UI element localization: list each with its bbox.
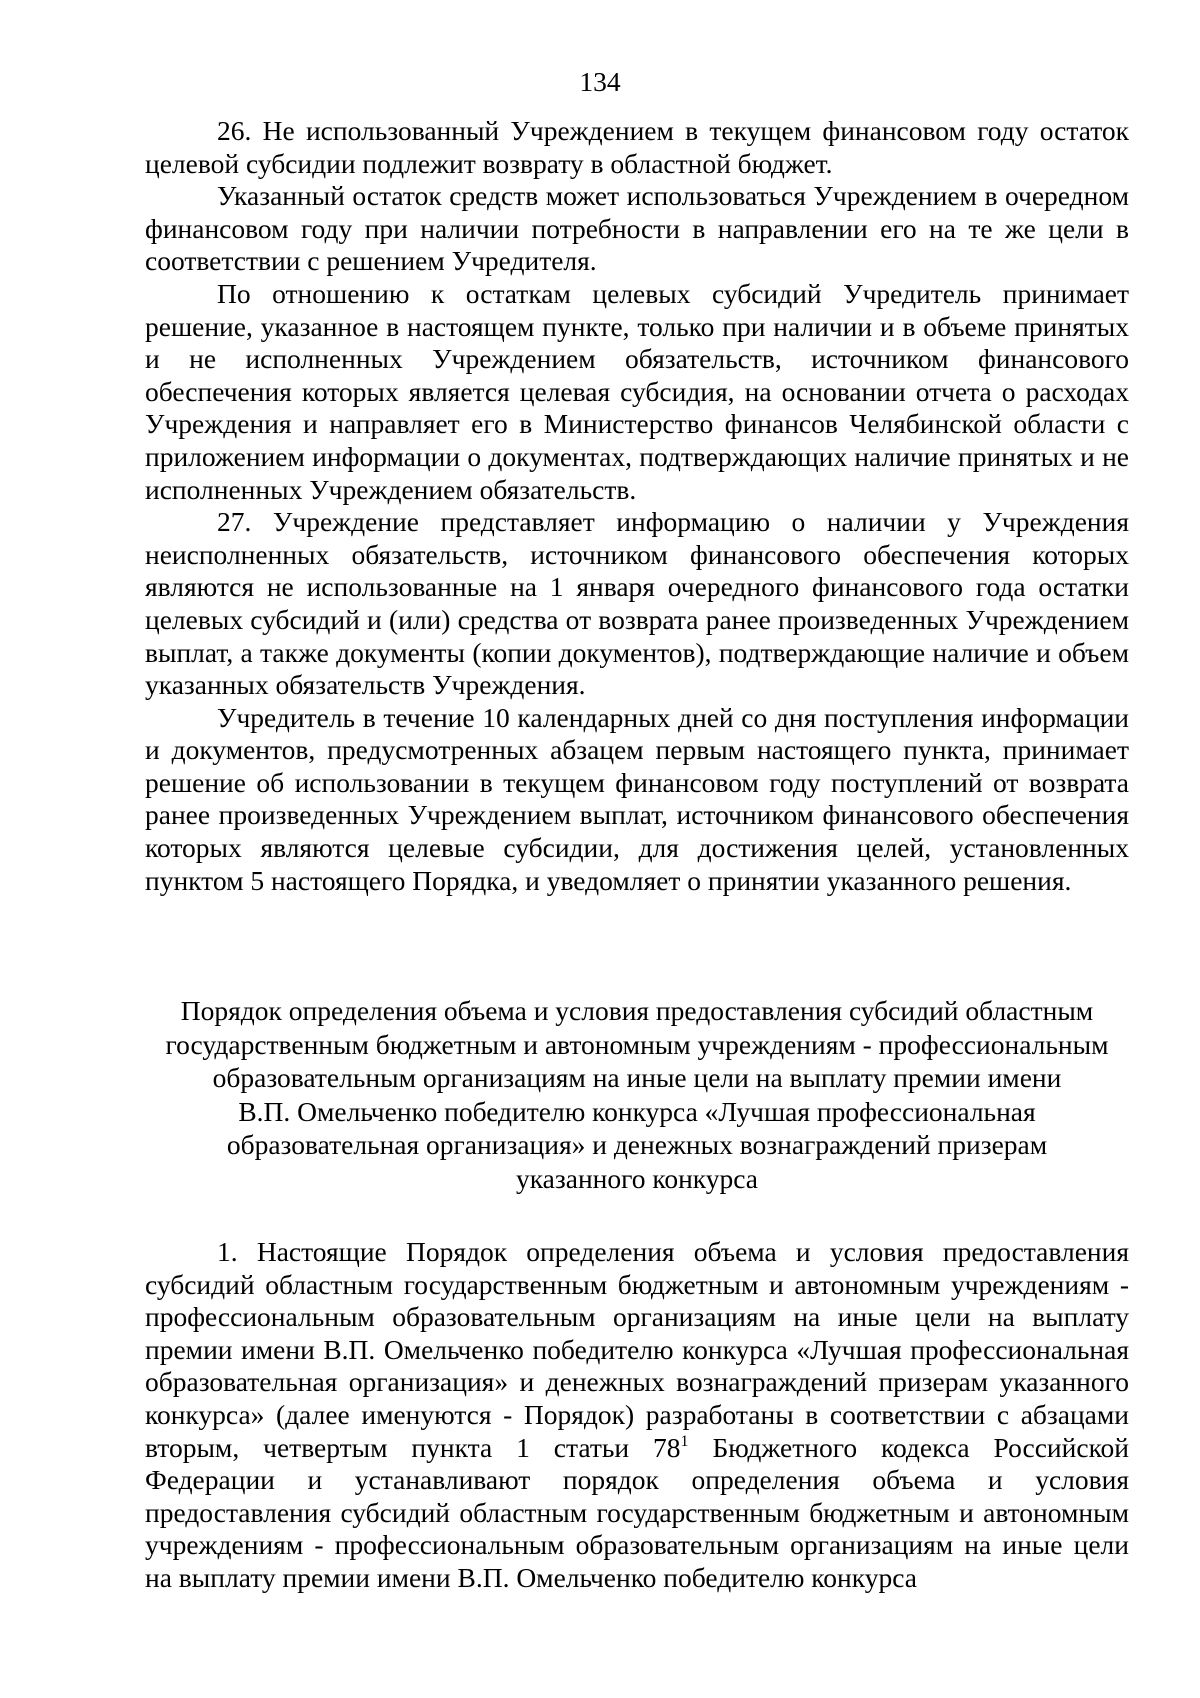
page-number: 134 <box>579 66 621 97</box>
superscript-number: 1 <box>680 1432 689 1450</box>
heading-line: Порядок определения объема и условия предоставления субсидий областным <box>180 995 1094 1026</box>
heading-line: В.П. Омельченко победителю конкурса «Лучшая профессиональная <box>238 1095 1036 1127</box>
paragraph-26: 26. Не использованный Учреждением в текущем финансовом году остаток целевой субсидии подлежит возврату в областной бюджет. <box>145 115 1129 179</box>
heading-line: государственным бюджетным и автономным учреждениям - профессиональным <box>165 1028 1109 1060</box>
heading-line: образовательная организация» и денежных вознаграждений призерам <box>226 1129 1048 1160</box>
paragraph-26-remainder-use: Указанный остаток средств может использоваться Учреждением в очередном финансовом году при наличии потребности в направлении его на те же цели в соответствии с решением Учредителя. <box>145 180 1129 277</box>
paragraph-1 <box>145 1236 1129 1595</box>
section-heading <box>145 994 1129 1195</box>
paragraph-27: 27. Учреждение представляет информацию о наличии у Учреждения неисполненных обязательств, источником финансового обеспечения которых являются не использованные на 1 января очередного финансового года остатки целевых субсидий и (или) средства от возврата ранее произведенных Учреждением выплат, а также документы (копии документов), подтверждающие наличие и объем указанных обязательств Учреждения. <box>145 506 1129 701</box>
heading-line: образовательным организациям на иные цели на выплату премии имени <box>212 1062 1062 1093</box>
paragraph-26-founder-decision: По отношению к остаткам целевых субсидий Учредитель принимает решение, указанное в настоящем пункте, только при наличии и в объеме принятых и не исполненных Учреждением обязательств, источником финансового обеспечения которых является целевая субсидия, на основании отчета о расходах Учреждения и направляет его в Министерство финансов Челябинской области с приложением информации о документах, подтверждающих наличие принятых и не исполненных Учреждением обязательств. <box>145 277 1129 505</box>
document-body-bottom <box>145 1236 1129 1595</box>
paragraph-27-founder-term: Учредитель в течение 10 календарных дней со дня поступления информации и документов, предусмотренных абзацем первым настоящего пункта, принимает решение об использовании в текущем финансовом году поступлений от возврата ранее произведенных Учреждением выплат, источником финансового обеспечения которых являются целевые субсидии, для достижения целей, установленных пунктом 5 настоящего Порядка, и уведомляет о принятии указанного решения. <box>145 701 1129 896</box>
paragraph-1-text-continued: Бюджетного кодекса Российской Федерации и устанавливают порядок определения объема и условия предоставления субсидий областным государственным бюджетным и автономным учреждениям - профессиональным образовательным организациям на иные цели на выплату премии имени В.П. Омельченко победителю конкурса <box>145 1431 1130 1593</box>
paragraph-1-text: 1. Настоящие Порядок определения объема и условия предоставления субсидий областным государственным бюджетным и автономным учреждениям - профессиональным образовательным организациям на иные цели на выплату премии имени В.П. Омельченко победителю конкурса «Лучшая профессиональная образовательная организация» и денежных вознаграждений призерам указанного конкурса» (далее именуются - Порядок) разработаны в соответствии с абзацами вторым, четвертым пункта 1 статьи 78 <box>145 1236 1129 1463</box>
heading-line: указанного конкурса <box>515 1162 759 1194</box>
document-body-top <box>145 115 1129 897</box>
